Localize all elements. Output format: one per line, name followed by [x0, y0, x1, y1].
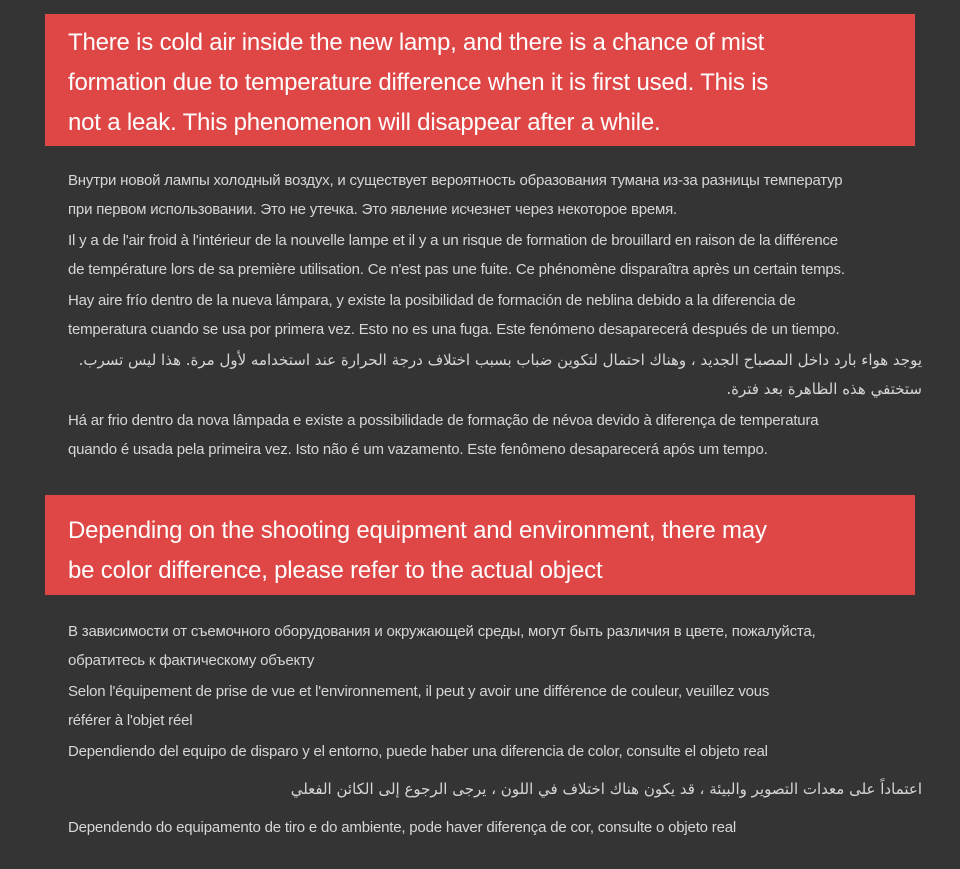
paragraph-line: de température lors de sa première utilisation. Ce n'est pas une fuite. Ce phénomène disparaîtra après un certain temps.: [68, 261, 845, 278]
paragraph-line: quando é usada pela primeira vez. Isto não é um vazamento. Este fenômeno desaparecerá após um tempo.: [68, 441, 768, 458]
paragraph-line: اعتماداً على معدات التصوير والبيئة ، قد يكون هناك اختلاف في اللون ، يرجى الرجوع إلى الكائن الفعلي: [290, 780, 922, 798]
paragraph-line: يوجد هواء بارد داخل المصباح الجديد ، وهناك احتمال لتكوين ضباب بسبب اختلاف درجة الحرارة عند استخدامه لأول مرة. هذا ليس تسرب.: [78, 351, 922, 369]
paragraph-line: Dependendo do equipamento de tiro e do ambiente, pode haver diferença de cor, consulte o objeto real: [68, 819, 736, 836]
page: [0, 14, 960, 869]
banner-line: formation due to temperature difference when it is first used. This is: [68, 69, 769, 96]
paragraph-line: при первом использовании. Это не утечка. Это явление исчезнет через некоторое время.: [68, 201, 678, 218]
paragraph-line: Dependiendo del equipo de disparo y el entorno, puede haber una diferencia de color, consulte el objeto real: [68, 743, 768, 760]
arabic-paragraph: [68, 346, 922, 404]
paragraph-line: ستختفي هذه الظاهرة بعد فترة.: [726, 380, 922, 398]
paragraph-line: Il y a de l'air froid à l'intérieur de la nouvelle lampe et il y a un risque de formation de brouillard en raison de la différence: [68, 232, 838, 249]
paragraph-line: В зависимости от съемочного оборудования и окружающей среды, могут быть различия в цвете, пожалуйста,: [68, 623, 816, 640]
russian-paragraph: [68, 617, 922, 675]
color-difference-translations: [0, 595, 960, 842]
paragraph-line: Há ar frio dentro da nova lâmpada e existe a possibilidade de formação de névoa devido à diferença de temperatura: [68, 412, 819, 429]
mist-warning-banner: [45, 14, 915, 146]
spanish-paragraph: [68, 286, 922, 344]
banner-line: be color difference, please refer to the actual object: [68, 557, 603, 584]
spanish-paragraph: [68, 737, 922, 766]
arabic-paragraph: [68, 775, 922, 804]
banner-line: not a leak. This phenomenon will disappear after a while.: [68, 109, 661, 136]
paragraph-line: temperatura cuando se usa por primera vez. Esto no es una fuga. Este fenómeno desaparecerá después de un tiempo.: [68, 321, 840, 338]
portuguese-paragraph: [68, 813, 922, 842]
portuguese-paragraph: [68, 406, 922, 464]
mist-notice-translations: [0, 146, 960, 464]
banner-line: Depending on the shooting equipment and environment, there may: [68, 517, 767, 544]
russian-paragraph: [68, 166, 922, 224]
french-paragraph: [68, 226, 922, 284]
french-paragraph: [68, 677, 922, 735]
paragraph-line: Внутри новой лампы холодный воздух, и существует вероятность образования тумана из-за разницы температур: [68, 172, 843, 189]
paragraph-line: обратитесь к фактическому объекту: [68, 652, 315, 669]
banner-line: There is cold air inside the new lamp, and there is a chance of mist: [68, 29, 765, 56]
paragraph-line: référer à l'objet réel: [68, 712, 193, 729]
paragraph-line: Hay aire frío dentro de la nueva lámpara, y existe la posibilidad de formación de neblina debido a la diferencia de: [68, 292, 796, 309]
paragraph-line: Selon l'équipement de prise de vue et l'environnement, il peut y avoir une différence de couleur, veuillez vous: [68, 683, 770, 700]
color-difference-warning-banner: [45, 495, 915, 595]
